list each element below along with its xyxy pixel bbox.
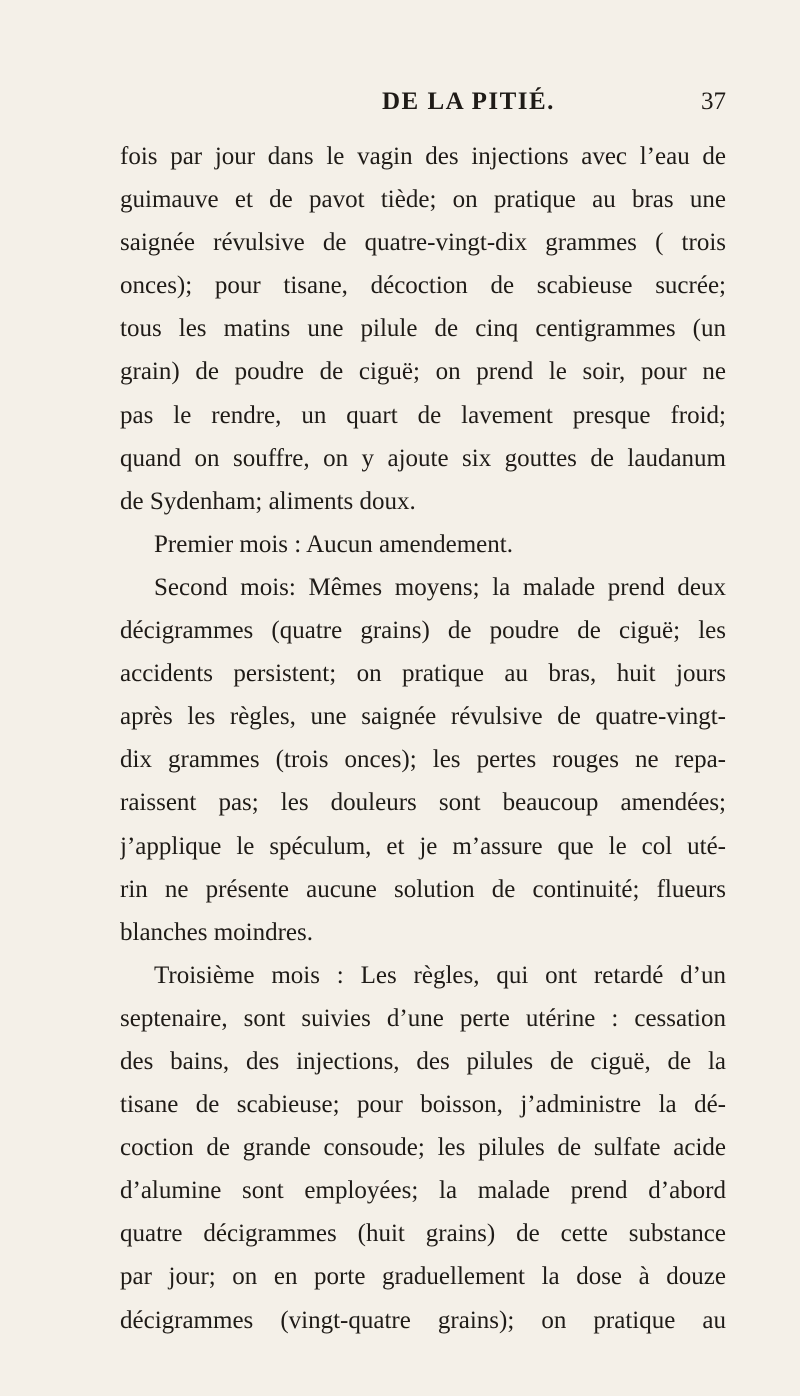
text-line: tisane de scabieuse; pour boisson, j’administre la dé- <box>120 1091 726 1119</box>
text-line: décigrammes (vingt-quatre grains); on pratique au <box>120 1306 726 1334</box>
text-line: dix grammes (trois onces); les pertes rouges ne repa- <box>120 746 726 774</box>
page-number: 37 <box>701 88 726 115</box>
text-line: quatre décigrammes (huit grains) de cette substance <box>120 1220 726 1248</box>
text-line: Premier mois : Aucun amendement. <box>154 530 513 558</box>
text-line: décigrammes (quatre grains) de poudre de ciguë; les <box>120 617 726 645</box>
text-line: grain) de poudre de ciguë; on prend le soir, pour ne <box>120 358 726 386</box>
text-line: tous les matins une pilule de cinq centigrammes (un <box>120 315 726 343</box>
text-line: après les règles, une saignée révulsive de quatre-vingt- <box>120 703 726 731</box>
text-line: Troisième mois : Les règles, qui ont retardé d’un <box>154 961 726 989</box>
text-line: par jour; on en porte graduellement la dose à douze <box>120 1263 726 1291</box>
text-line: Second mois: Mêmes moyens; la malade prend deux <box>154 573 726 601</box>
text-line: de Sydenham; aliments doux. <box>120 487 416 515</box>
text-line: septenaire, sont suivies d’une perte utérine : cessation <box>120 1004 726 1032</box>
running-title: DE LA PITIÉ. <box>382 88 555 115</box>
text-line: d’alumine sont employées; la malade prend d’abord <box>120 1177 726 1205</box>
text-line: onces); pour tisane, décoction de scabieuse sucrée; <box>120 272 726 300</box>
text-line: pas le rendre, un quart de lavement presque froid; <box>120 401 726 429</box>
text-line: raissent pas; les douleurs sont beaucoup amendées; <box>120 789 726 817</box>
text-line: fois par jour dans le vagin des injections avec l’eau de <box>120 143 726 170</box>
text-line: coction de grande consoude; les pilules de sulfate acide <box>120 1134 726 1162</box>
body-text <box>120 135 726 1342</box>
text-line: guimauve et de pavot tiède; on pratique au bras une <box>120 186 726 214</box>
page-header <box>120 88 726 128</box>
text-line: accidents persistent; on pratique au bras, huit jours <box>120 660 726 688</box>
text-line: saignée révulsive de quatre-vingt-dix grammes ( trois <box>120 229 726 257</box>
text-line: rin ne présente aucune solution de continuité; flueurs <box>120 875 726 903</box>
text-line: des bains, des injections, des pilules de ciguë, de la <box>120 1047 726 1075</box>
text-line: blanches moindres. <box>120 918 314 946</box>
text-line: quand on souffre, on y ajoute six gouttes de laudanum <box>120 444 726 472</box>
text-line: j’applique le spéculum, et je m’assure que le col uté- <box>120 832 726 860</box>
